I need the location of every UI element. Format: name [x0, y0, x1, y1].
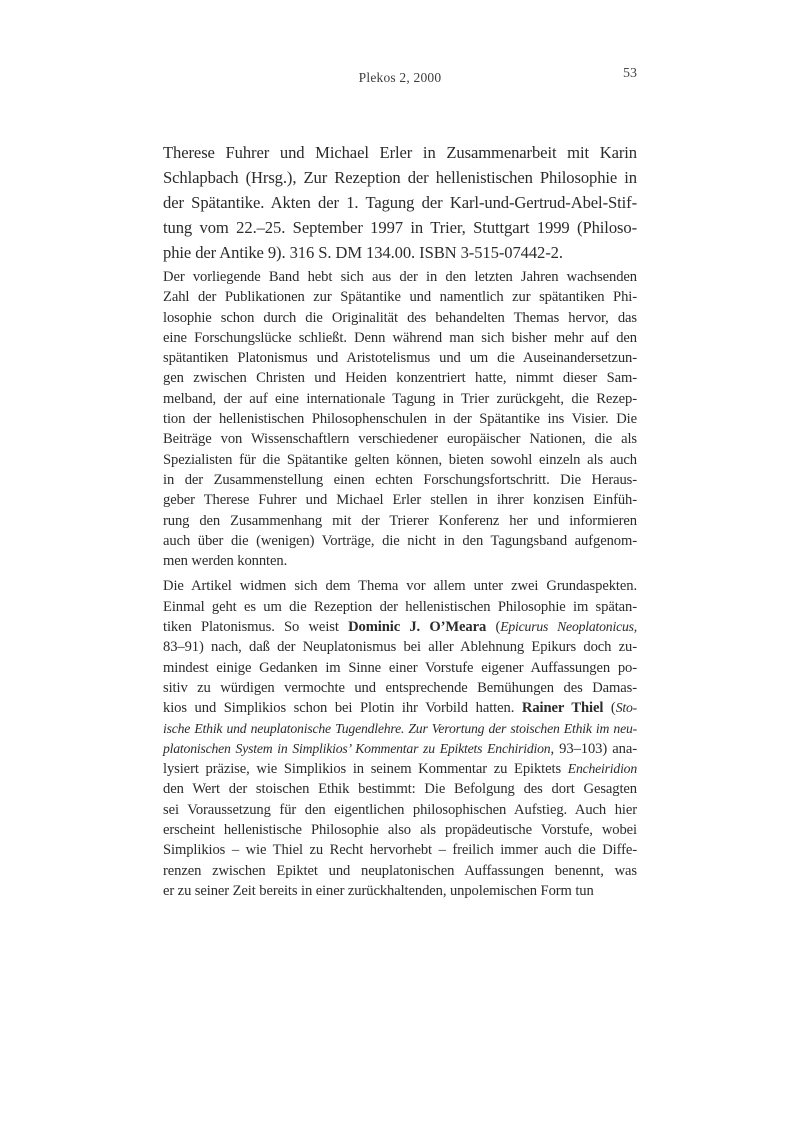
text-segment: den Wert der stoischen Ethik bestimmt: Die Befolgung des dort Gesagten: [163, 781, 637, 798]
text-segment: spätantiken Platonismus und Aristotelismus und um die Auseinandersetzun-: [163, 350, 637, 367]
text-segment: sitiv zu würdigen vermochte und entsprechende Bemühungen des Damas-: [163, 679, 637, 696]
author-name: Dominic J. O’Meara: [348, 619, 487, 636]
text-segment: , 93–103) ana-: [550, 740, 637, 757]
running-header: Plekos 2, 2000: [358, 70, 442, 85]
text-line: [163, 576, 637, 596]
text-segment: er zu seiner Zeit bereits in einer zurückhaltenden, unpolemischen Form tun: [163, 882, 594, 899]
text-line: [163, 328, 637, 348]
text-line: [163, 779, 637, 799]
text-segment: losophie schon durch die Originalität des behandelten Themas hervor, das: [163, 309, 637, 326]
text-line: [163, 719, 637, 739]
text-line: [163, 597, 637, 617]
text-segment: (: [486, 619, 501, 636]
citation-line: Schlapbach (Hrsg.), Zur Rezeption der hellenistischen Philosophie in: [163, 168, 637, 187]
text-line: [163, 531, 637, 551]
text-segment: auch über die (wenigen) Vorträge, die nicht in den Tagungsband aufgenom-: [163, 532, 637, 549]
text-segment: tiken Platonismus. So weist: [163, 619, 349, 636]
text-line: [163, 658, 637, 678]
text-segment: Beiträge von Wissenschaftlern verschiedener europäischer Nationen, die als: [163, 431, 637, 448]
text-line: [163, 267, 637, 287]
text-line: [163, 617, 637, 637]
work-title: platonischen System in Simplikios’ Kommentar zu Epiktets Enchiridion: [163, 740, 551, 756]
text-segment: sei Voraussetzung für den eigentlichen philosophischen Aufstieg. Auch hier: [163, 801, 637, 818]
citation-line: tung vom 22.–25. September 1997 in Trier, Stuttgart 1999 (Philoso-: [163, 218, 637, 237]
page-number: 53: [623, 66, 637, 81]
work-title: Sto-: [615, 700, 637, 716]
text-line: [163, 308, 637, 328]
text-line: [163, 511, 637, 531]
text-segment: Zahl der Publikationen zur Spätantike und namentlich zur spätantiken Phi-: [163, 289, 637, 306]
text-line: [163, 409, 637, 429]
text-segment: gen zwischen Christen und Heiden konzentriert hatte, nimmt dieser Sam-: [163, 370, 637, 387]
text-segment: eine Forschungslücke schließt. Denn während man sich bisher mehr auf den: [163, 329, 637, 346]
text-line: [163, 429, 637, 449]
text-segment: lysiert präzise, wie Simplikios in seinem Kommentar zu Epiktets: [163, 761, 568, 778]
text-line: [163, 287, 637, 307]
text-segment: Die Artikel widmen sich dem Thema vor allem unter zwei Grundaspekten.: [163, 578, 637, 595]
text-line: [163, 840, 637, 860]
text-line: [163, 678, 637, 698]
book-citation: [163, 140, 637, 265]
text-segment: tion der hellenistischen Philosophenschulen in der Spätantike ins Visier. Die: [163, 411, 637, 428]
text-segment: erscheint hellenistische Philosophie also als propädeutische Vorstufe, wobei: [163, 822, 637, 839]
author-name: Rainer Thiel: [521, 700, 604, 717]
paragraph: [163, 576, 637, 901]
text-segment: in der Zusammenstellung einen echten Forschungsfortschritt. Die Heraus-: [163, 471, 637, 488]
text-segment: Simplikios – wie Thiel zu Recht hervorhebt – freilich immer auch die Diffe-: [163, 842, 637, 859]
text-line: [163, 637, 637, 657]
text-segment: renzen zwischen Epiktet und neuplatonischen Auffassungen benennt, was: [163, 862, 637, 879]
work-title: Encheiridion: [567, 761, 637, 777]
text-segment: kios und Simplikios schon bei Plotin ihr Vorbild hatten.: [163, 700, 522, 717]
text-line: [163, 861, 637, 881]
work-title: ische Ethik und neuplatonische Tugendlehre. Zur Verortung der stoischen Ethik im neu-: [163, 720, 637, 736]
review-body: [163, 267, 637, 901]
text-segment: geber Therese Fuhrer und Michael Erler stellen in ihrer konzisen Einfüh-: [163, 492, 637, 509]
text-line: [163, 389, 637, 409]
text-line: [163, 698, 637, 718]
text-segment: 83–91) nach, daß der Neuplatonismus bei aller Ablehnung Epikurs doch zu-: [163, 639, 637, 656]
text-line: [163, 759, 637, 779]
text-segment: melband, der auf eine internationale Tagung in Trier zurückgeht, die Rezep-: [163, 390, 637, 407]
paragraph: [163, 267, 637, 571]
text-line: [163, 470, 637, 490]
text-segment: mindest einige Gedanken im Sinne einer Vorstufe eigener Auffassungen po-: [163, 659, 637, 676]
citation-line: phie der Antike 9). 316 S. DM 134.00. ISBN 3-515-07442-2.: [163, 243, 563, 262]
text-segment: Spezialisten für die Spätantike gelten können, bieten sowohl einzeln als auch: [163, 451, 637, 468]
text-line: [163, 820, 637, 840]
text-line: [163, 881, 637, 901]
text-segment: (: [603, 700, 616, 717]
text-line: [163, 800, 637, 820]
text-segment: rung den Zusammenhang mit der Trierer Konferenz her und informieren: [163, 512, 637, 529]
text-line: [163, 490, 637, 510]
text-segment: Einmal geht es um die Rezeption der hellenistischen Philosophie im spätan-: [163, 598, 637, 615]
work-title: Epicurus Neoplatonicus,: [500, 619, 637, 635]
text-line: [163, 739, 637, 759]
text-line: [163, 450, 637, 470]
text-line: [163, 348, 637, 368]
text-line: [163, 368, 637, 388]
citation-line: der Spätantike. Akten der 1. Tagung der Karl-und-Gertrud-Abel-Stif-: [163, 193, 637, 212]
text-line: [163, 551, 637, 571]
text-segment: men werden konnten.: [163, 553, 288, 570]
text-segment: Der vorliegende Band hebt sich aus der in den letzten Jahren wachsenden: [163, 269, 637, 285]
citation-line: Therese Fuhrer und Michael Erler in Zusammenarbeit mit Karin: [163, 143, 637, 162]
